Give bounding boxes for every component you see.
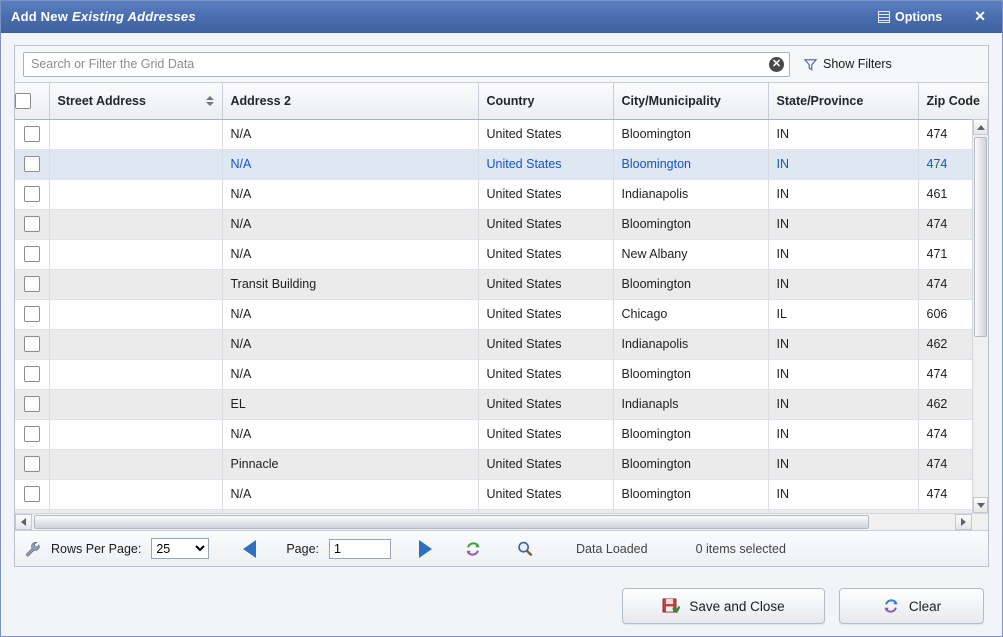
cell-state: IN bbox=[768, 449, 918, 479]
cell-street-address bbox=[49, 299, 222, 329]
dialog-action-bar bbox=[1, 576, 1002, 636]
vertical-scroll-thumb[interactable] bbox=[974, 137, 987, 337]
save-icon bbox=[662, 597, 680, 615]
column-header-zip[interactable] bbox=[918, 83, 988, 119]
search-input[interactable] bbox=[23, 52, 790, 77]
cell-state: IL bbox=[768, 299, 918, 329]
row-checkbox[interactable] bbox=[24, 246, 40, 262]
row-checkbox[interactable] bbox=[24, 456, 40, 472]
clear-search-icon[interactable]: ✕ bbox=[769, 57, 784, 72]
cell-state: IN bbox=[768, 149, 918, 179]
title-sub: Existing Addresses bbox=[72, 9, 196, 24]
table-row[interactable] bbox=[15, 209, 988, 239]
cell-city: Chicago bbox=[613, 299, 768, 329]
show-filters-button[interactable] bbox=[804, 57, 892, 71]
cell-street-address bbox=[49, 149, 222, 179]
cell-zip: 474 bbox=[918, 209, 988, 239]
cell-city: Bloomington bbox=[613, 419, 768, 449]
cell-street-address bbox=[49, 269, 222, 299]
cell-city: Indianapls bbox=[613, 389, 768, 419]
save-and-close-button[interactable] bbox=[622, 588, 825, 624]
row-select-cell[interactable] bbox=[15, 359, 49, 389]
cell-street-address bbox=[49, 449, 222, 479]
cell-zip: 474 bbox=[918, 269, 988, 299]
wrench-icon[interactable] bbox=[25, 541, 41, 557]
cell-address-2: N/A bbox=[222, 119, 478, 149]
rows-per-page-label: Rows Per Page: bbox=[51, 541, 142, 556]
row-select-cell[interactable] bbox=[15, 419, 49, 449]
cell-address-2: EL bbox=[222, 389, 478, 419]
title-main: Add New bbox=[11, 9, 69, 24]
vertical-scrollbar[interactable] bbox=[972, 119, 988, 513]
cell-country: United States bbox=[478, 419, 613, 449]
cell-city: Indianapolis bbox=[613, 329, 768, 359]
cell-city: New Albany bbox=[613, 239, 768, 269]
cell-city: Bloomington bbox=[613, 149, 768, 179]
selection-count: 0 items selected bbox=[695, 541, 786, 556]
cell-country: United States bbox=[478, 329, 613, 359]
column-header-state[interactable] bbox=[768, 83, 918, 119]
row-select-cell[interactable] bbox=[15, 179, 49, 209]
cell-street-address bbox=[49, 329, 222, 359]
cell-street-address bbox=[49, 479, 222, 509]
status-text: Data Loaded bbox=[576, 541, 648, 556]
cell-state: IN bbox=[768, 419, 918, 449]
cell-zip: 461 bbox=[918, 179, 988, 209]
table-row[interactable] bbox=[15, 179, 988, 209]
cell-state: IN bbox=[768, 329, 918, 359]
cell-street-address bbox=[49, 389, 222, 419]
cell-street-address bbox=[49, 359, 222, 389]
scroll-left-icon[interactable] bbox=[15, 514, 32, 530]
scroll-up-icon[interactable] bbox=[973, 119, 988, 135]
row-select-cell[interactable] bbox=[15, 449, 49, 479]
table-row[interactable] bbox=[15, 239, 988, 269]
row-checkbox[interactable] bbox=[24, 276, 40, 292]
menu-icon bbox=[878, 11, 890, 23]
cell-zip: 474 bbox=[918, 479, 988, 509]
clear-label: Clear bbox=[908, 598, 942, 614]
page-title bbox=[11, 9, 196, 24]
options-button[interactable] bbox=[874, 8, 946, 26]
cell-zip: 474 bbox=[918, 419, 988, 449]
column-label: Address 2 bbox=[230, 93, 291, 108]
row-select-cell[interactable] bbox=[15, 329, 49, 359]
cell-state: IN bbox=[768, 359, 918, 389]
row-checkbox[interactable] bbox=[24, 186, 40, 202]
row-checkbox[interactable] bbox=[24, 366, 40, 382]
scroll-right-icon[interactable] bbox=[955, 514, 972, 530]
rows-per-page-select[interactable] bbox=[151, 538, 209, 559]
cell-state: IN bbox=[768, 179, 918, 209]
cell-country: United States bbox=[478, 209, 613, 239]
cell-address-2: N/A bbox=[222, 239, 478, 269]
row-select-cell[interactable] bbox=[15, 389, 49, 419]
filter-icon bbox=[804, 58, 817, 71]
column-header-city[interactable] bbox=[613, 83, 768, 119]
cell-zip: 474 bbox=[918, 359, 988, 389]
cell-city: Bloomington bbox=[613, 269, 768, 299]
show-filters-label: Show Filters bbox=[823, 57, 892, 71]
column-header-address-2[interactable] bbox=[222, 83, 478, 119]
table-row[interactable] bbox=[15, 359, 988, 389]
close-icon[interactable]: ✕ bbox=[974, 7, 986, 24]
cell-zip: 462 bbox=[918, 389, 988, 419]
cell-country: United States bbox=[478, 479, 613, 509]
row-select-cell[interactable] bbox=[15, 239, 49, 269]
row-select-cell[interactable] bbox=[15, 299, 49, 329]
row-checkbox[interactable] bbox=[24, 486, 40, 502]
cell-country: United States bbox=[478, 449, 613, 479]
cell-state: IN bbox=[768, 389, 918, 419]
cell-country: United States bbox=[478, 119, 613, 149]
row-select-cell[interactable] bbox=[15, 209, 49, 239]
cell-state: IN bbox=[768, 269, 918, 299]
cell-city: Bloomington bbox=[613, 359, 768, 389]
select-all-header[interactable] bbox=[15, 83, 49, 119]
cell-state: IN bbox=[768, 209, 918, 239]
table-row[interactable] bbox=[15, 119, 988, 149]
cell-street-address bbox=[49, 119, 222, 149]
table-row[interactable] bbox=[15, 329, 988, 359]
cell-city: Bloomington bbox=[613, 449, 768, 479]
table-row[interactable] bbox=[15, 299, 988, 329]
table-row[interactable] bbox=[15, 269, 988, 299]
table-body bbox=[15, 119, 988, 530]
cell-country: United States bbox=[478, 179, 613, 209]
column-header-street-address[interactable] bbox=[49, 83, 222, 119]
cell-street-address bbox=[49, 209, 222, 239]
row-checkbox[interactable] bbox=[24, 156, 40, 172]
cell-zip: 606 bbox=[918, 299, 988, 329]
row-checkbox[interactable] bbox=[24, 126, 40, 142]
horizontal-scrollbar[interactable] bbox=[15, 513, 988, 530]
sort-indicator-icon bbox=[206, 96, 214, 106]
clear-button[interactable] bbox=[839, 588, 984, 624]
grid-footer-toolbar bbox=[15, 530, 988, 566]
cell-country: United States bbox=[478, 359, 613, 389]
cell-address-2: Pinnacle bbox=[222, 449, 478, 479]
clear-refresh-icon bbox=[882, 597, 900, 615]
cell-city: Bloomington bbox=[613, 209, 768, 239]
dialog-body bbox=[1, 33, 1002, 576]
cell-address-2: N/A bbox=[222, 299, 478, 329]
column-label: Country bbox=[486, 93, 535, 108]
column-label: State/Province bbox=[776, 93, 864, 108]
cell-state: IN bbox=[768, 239, 918, 269]
cell-zip: 471 bbox=[918, 239, 988, 269]
cell-address-2: N/A bbox=[222, 359, 478, 389]
cell-zip: 462 bbox=[918, 329, 988, 359]
row-checkbox[interactable] bbox=[24, 216, 40, 232]
scroll-down-icon[interactable] bbox=[973, 497, 988, 513]
horizontal-scroll-thumb[interactable] bbox=[34, 515, 869, 529]
cell-zip: 474 bbox=[918, 119, 988, 149]
cell-state: IN bbox=[768, 119, 918, 149]
addresses-table bbox=[15, 83, 988, 530]
previous-page-icon[interactable] bbox=[243, 540, 256, 558]
row-select-cell[interactable] bbox=[15, 149, 49, 179]
cell-country: United States bbox=[478, 389, 613, 419]
table-row[interactable] bbox=[15, 419, 988, 449]
column-label: City/Municipality bbox=[621, 93, 721, 108]
page-number-input[interactable] bbox=[329, 539, 391, 559]
column-label: Zip Code bbox=[926, 93, 980, 108]
cell-address-2: N/A bbox=[222, 149, 478, 179]
table-row[interactable] bbox=[15, 479, 988, 509]
row-select-cell[interactable] bbox=[15, 269, 49, 299]
grid-scroll-area bbox=[15, 83, 988, 530]
cell-city: Bloomington bbox=[613, 119, 768, 149]
cell-city: Indianapolis bbox=[613, 179, 768, 209]
row-checkbox[interactable] bbox=[24, 306, 40, 322]
cell-address-2: Transit Building bbox=[222, 269, 478, 299]
cell-street-address bbox=[49, 239, 222, 269]
row-select-cell[interactable] bbox=[15, 479, 49, 509]
row-checkbox[interactable] bbox=[24, 336, 40, 352]
title-bar bbox=[1, 1, 1002, 33]
header-row bbox=[15, 83, 988, 119]
cell-city: Bloomington bbox=[613, 479, 768, 509]
column-label: Street Address bbox=[57, 93, 146, 108]
cell-address-2: N/A bbox=[222, 209, 478, 239]
column-header-country[interactable] bbox=[478, 83, 613, 119]
row-checkbox[interactable] bbox=[24, 426, 40, 442]
page-label: Page: bbox=[286, 541, 319, 556]
cell-zip: 474 bbox=[918, 149, 988, 179]
options-label: Options bbox=[895, 9, 943, 24]
search-icon[interactable] bbox=[516, 540, 534, 558]
cell-street-address bbox=[49, 179, 222, 209]
grid-panel bbox=[14, 45, 989, 567]
cell-country: United States bbox=[478, 239, 613, 269]
table-header bbox=[15, 83, 988, 119]
search-field-wrapper bbox=[23, 52, 790, 77]
cell-country: United States bbox=[478, 149, 613, 179]
table-row[interactable] bbox=[15, 149, 988, 179]
cell-zip: 474 bbox=[918, 449, 988, 479]
cell-address-2: N/A bbox=[222, 419, 478, 449]
cell-address-2: N/A bbox=[222, 329, 478, 359]
table-row[interactable] bbox=[15, 389, 988, 419]
table-row[interactable] bbox=[15, 449, 988, 479]
save-and-close-label: Save and Close bbox=[689, 598, 785, 614]
cell-address-2: N/A bbox=[222, 479, 478, 509]
cell-country: United States bbox=[478, 269, 613, 299]
cell-street-address bbox=[49, 419, 222, 449]
cell-state: IN bbox=[768, 479, 918, 509]
cell-country: United States bbox=[478, 299, 613, 329]
select-all-checkbox[interactable] bbox=[15, 93, 31, 109]
search-toolbar bbox=[15, 46, 988, 83]
refresh-icon[interactable] bbox=[464, 540, 482, 558]
row-select-cell[interactable] bbox=[15, 119, 49, 149]
next-page-icon[interactable] bbox=[419, 540, 432, 558]
cell-address-2: N/A bbox=[222, 179, 478, 209]
row-checkbox[interactable] bbox=[24, 396, 40, 412]
